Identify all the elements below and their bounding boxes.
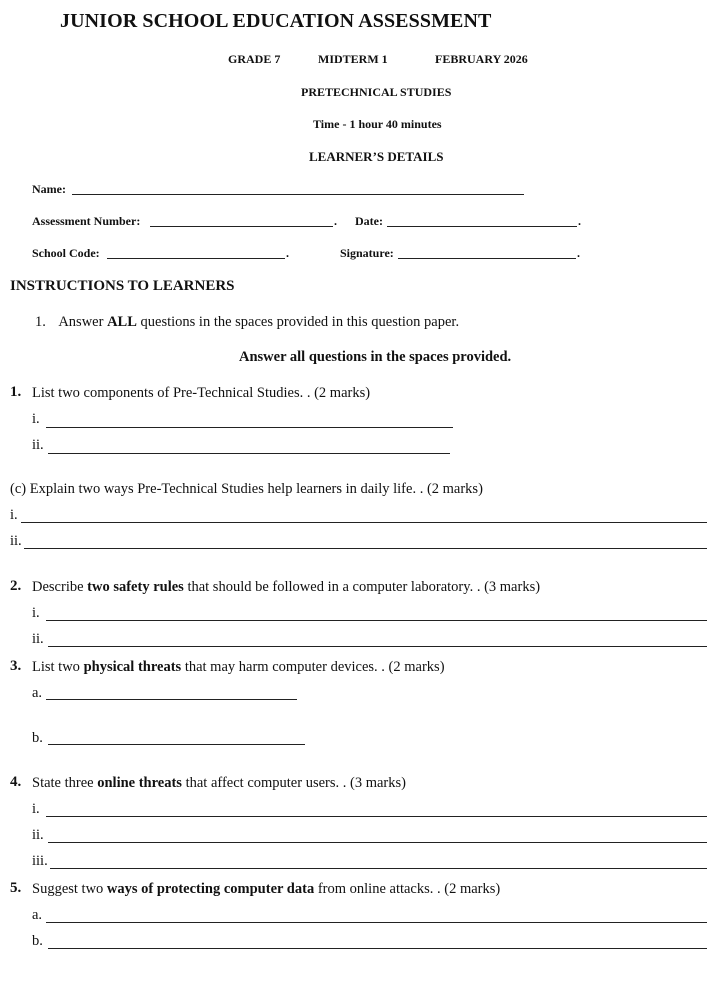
q3-text-bold: physical threats — [83, 659, 182, 675]
instruction-item — [35, 314, 459, 331]
q4-text-bold: online threats — [97, 775, 182, 791]
name-label: Name: — [32, 182, 66, 196]
q2-answer-line-ii[interactable] — [48, 646, 707, 647]
q3-option-a: a. — [32, 685, 43, 701]
q1c-answer-line-ii[interactable] — [24, 548, 707, 549]
q4-number: 4. — [10, 774, 22, 790]
q4-text-post: that affect computer users. . (3 marks) — [181, 775, 406, 791]
school-code-field[interactable] — [107, 258, 285, 259]
q1-answer-line-ii[interactable] — [48, 453, 450, 454]
instructions-note: Answer all questions in the spaces provided. — [239, 349, 512, 365]
q3-number: 3. — [10, 658, 22, 674]
q5-answer-line-a[interactable] — [46, 922, 707, 923]
instruction-number: 1. — [35, 314, 46, 330]
q1-number: 1. — [10, 384, 22, 400]
q5-answer-line-b[interactable] — [48, 948, 707, 949]
q2-answer-line-i[interactable] — [46, 620, 707, 621]
q5-text-bold: ways of protecting computer data — [106, 881, 315, 897]
date-label: Date: — [355, 214, 383, 228]
signature-label: Signature: — [340, 246, 394, 260]
q4-answer-line-i[interactable] — [46, 816, 707, 817]
q1-option-i: i. — [32, 411, 40, 427]
q2-text-pre: Describe — [32, 579, 88, 595]
instruction-bold: ALL — [107, 314, 137, 330]
q1-option-ii: ii. — [32, 437, 44, 453]
q3-text-post: that may harm computer devices. . (2 marks) — [181, 659, 445, 675]
q1c-option-ii: ii. — [10, 533, 22, 549]
q4-text — [32, 775, 406, 792]
time-label: Time - 1 hour 40 minutes — [313, 117, 442, 131]
q5-text — [32, 881, 500, 898]
assessment-number-field[interactable] — [150, 226, 333, 227]
q2-number: 2. — [10, 578, 22, 594]
q1c-option-i: i. — [10, 507, 18, 523]
assessment-number-dot: . — [334, 214, 337, 228]
school-code-label: School Code: — [32, 246, 100, 260]
q2-option-i: i. — [32, 605, 40, 621]
instruction-post: questions in the spaces provided in this question paper. — [136, 314, 460, 330]
instruction-pre: Answer — [58, 314, 108, 330]
q4-text-pre: State three — [32, 775, 98, 791]
school-code-dot: . — [286, 246, 289, 260]
q3-text-pre: List two — [32, 659, 84, 675]
date-field[interactable] — [387, 226, 577, 227]
q3-option-b: b. — [32, 730, 43, 746]
q5-text-post: from online attacks. . (2 marks) — [314, 881, 501, 897]
learner-details-heading: LEARNER’S DETAILS — [309, 149, 444, 164]
q3-text — [32, 659, 445, 676]
q4-option-i: i. — [32, 801, 40, 817]
q5-option-a: a. — [32, 907, 43, 923]
term-label: MIDTERM 1 — [318, 52, 388, 66]
q1-text: List two components of Pre-Technical Studies. . (2 marks) — [32, 385, 371, 401]
q4-option-ii: ii. — [32, 827, 44, 843]
q1c-text: (c) Explain two ways Pre-Technical Studies help learners in daily life. . (2 marks) — [10, 481, 483, 497]
q5-text-pre: Suggest two — [32, 881, 107, 897]
name-field[interactable] — [72, 194, 524, 195]
signature-field[interactable] — [398, 258, 576, 259]
q5-option-b: b. — [32, 933, 43, 949]
assessment-number-label: Assessment Number: — [32, 214, 141, 228]
subject-label: PRETECHNICAL STUDIES — [301, 85, 452, 99]
q2-text-bold: two safety rules — [87, 579, 184, 595]
exam-date-label: FEBRUARY 2026 — [435, 52, 528, 66]
q2-text — [32, 579, 540, 596]
date-dot: . — [578, 214, 581, 228]
q3-answer-line-a[interactable] — [46, 699, 297, 700]
page-title: JUNIOR SCHOOL EDUCATION ASSESSMENT — [60, 10, 492, 32]
grade-label: GRADE 7 — [228, 52, 281, 66]
q3-answer-line-b[interactable] — [48, 744, 305, 745]
q4-answer-line-iii[interactable] — [50, 868, 707, 869]
instructions-heading: INSTRUCTIONS TO LEARNERS — [10, 278, 235, 294]
signature-dot: . — [577, 246, 580, 260]
q5-number: 5. — [10, 880, 22, 896]
q1c-answer-line-i[interactable] — [21, 522, 707, 523]
q2-option-ii: ii. — [32, 631, 44, 647]
q2-text-post: that should be followed in a computer laboratory. . (3 marks) — [183, 579, 541, 595]
q4-option-iii: iii. — [32, 853, 48, 869]
q4-answer-line-ii[interactable] — [48, 842, 707, 843]
q1-answer-line-i[interactable] — [46, 427, 453, 428]
